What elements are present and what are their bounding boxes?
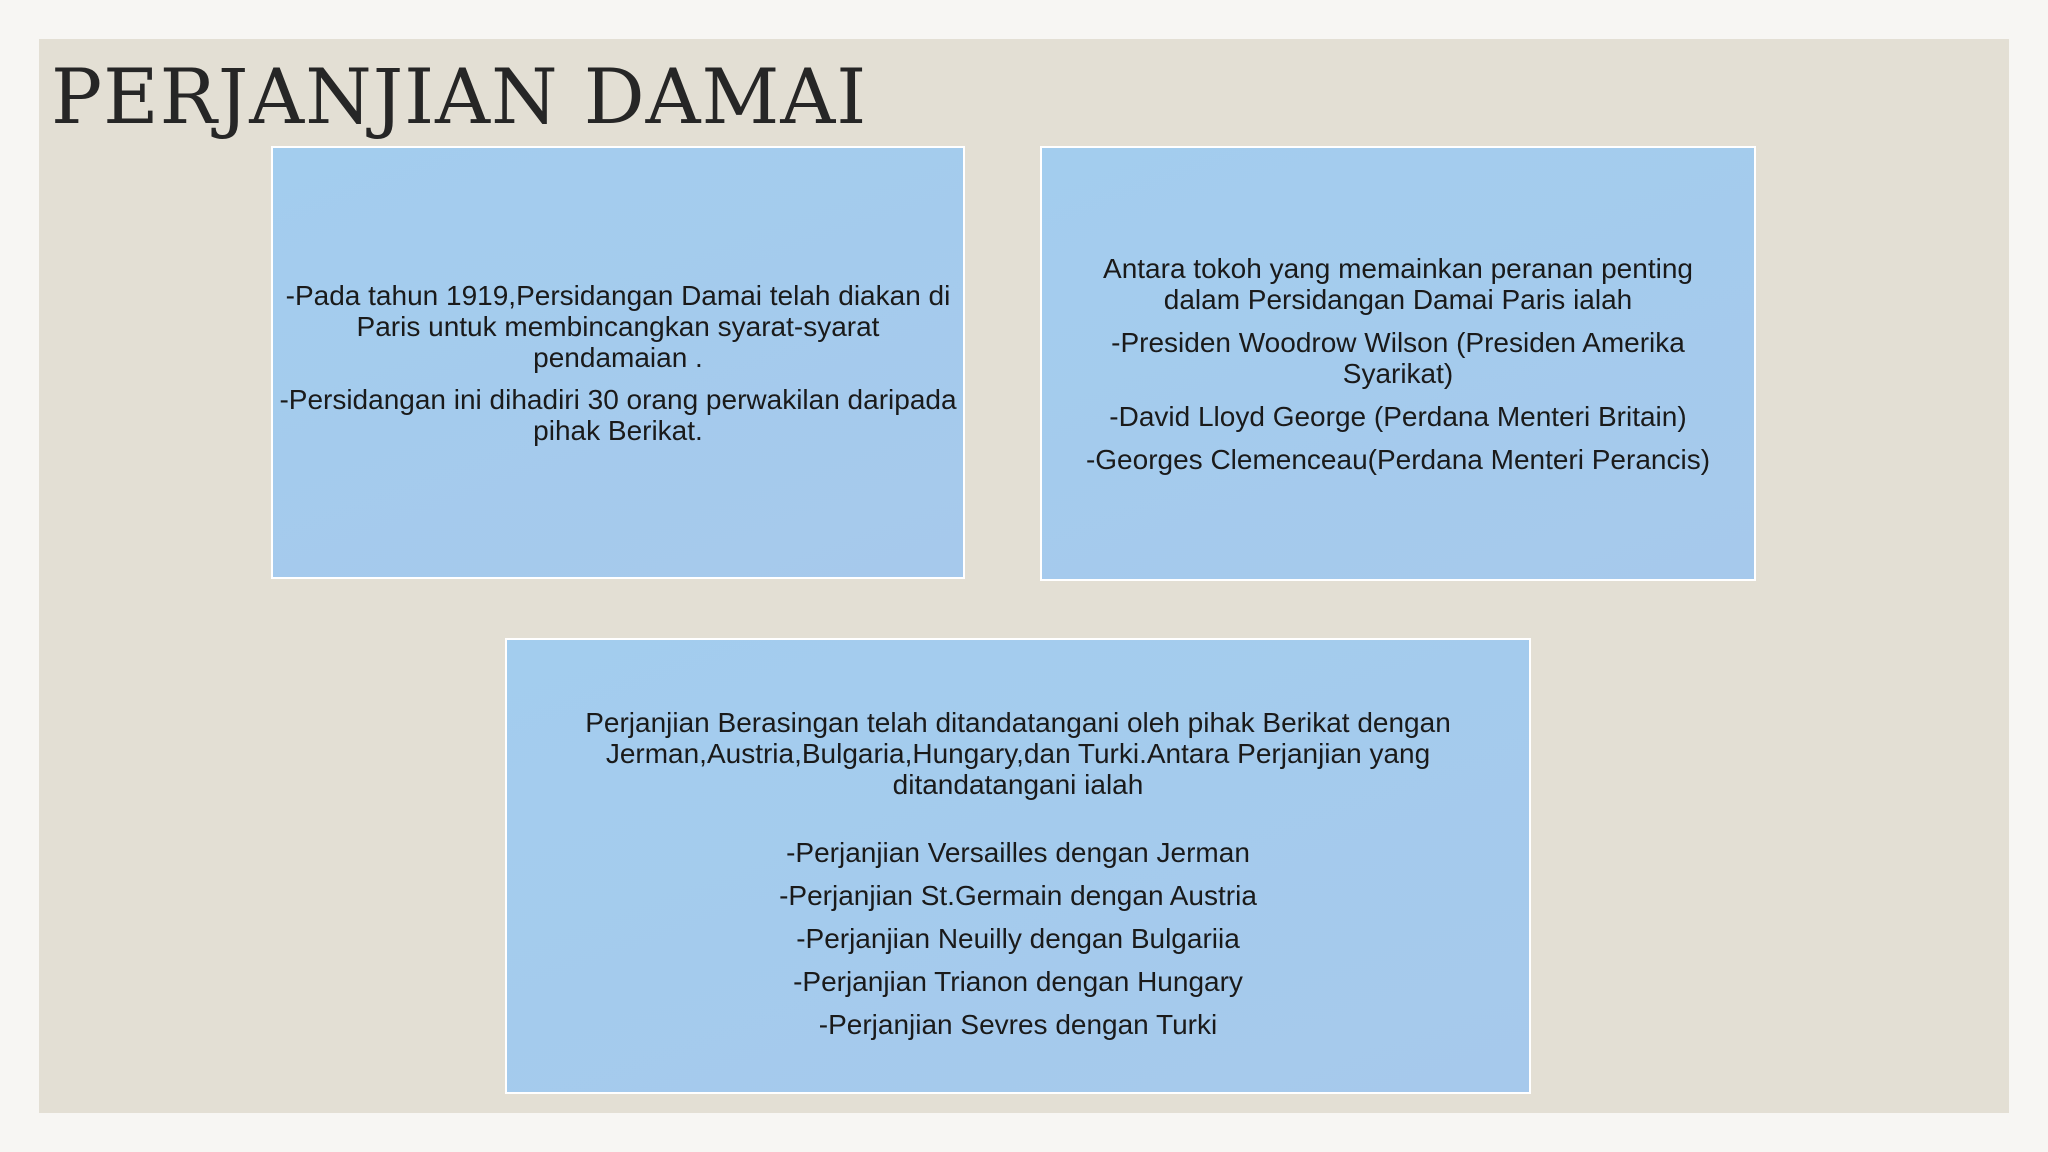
- box2-paragraph: -David Lloyd George (Perdana Menteri Britain): [1109, 400, 1687, 432]
- box3-intro: Perjanjian Berasingan telah ditandatangani oleh pihak Berikat dengan Jerman,Austria,Bulgaria,Hungary,dan Turki.Antara Perjanjian yang ditandatangani ialah: [585, 706, 1451, 800]
- treaty-list-item: -Perjanjian Neuilly dengan Bulgariia: [796, 922, 1240, 954]
- treaty-list-item: -Perjanjian Trianon dengan Hungary: [793, 965, 1243, 997]
- box2-paragraph: -Presiden Woodrow Wilson (Presiden Amerika Syarikat): [1111, 326, 1685, 389]
- box1-paragraph: -Persidangan ini dihadiri 30 orang perwakilan daripada pihak Berikat.: [279, 383, 957, 446]
- text-box-persidangan: [271, 146, 965, 579]
- text-box-tokoh: [1040, 146, 1756, 581]
- box2-paragraph: -Georges Clemenceau(Perdana Menteri Perancis): [1085, 443, 1711, 475]
- text-box-perjanjian: [505, 638, 1531, 1094]
- slide-title: PERJANJIAN DAMAI: [51, 52, 868, 141]
- treaty-list-item: -Perjanjian Versailles dengan Jerman: [786, 836, 1250, 868]
- treaty-list-item: -Perjanjian Sevres dengan Turki: [818, 1008, 1218, 1040]
- box1-paragraph: -Pada tahun 1919,Persidangan Damai telah diakan di Paris untuk membincangkan syarat-syarat pendamaian .: [285, 279, 951, 373]
- treaty-list-item: -Perjanjian St.Germain dengan Austria: [779, 879, 1257, 911]
- box2-paragraph: Antara tokoh yang memainkan peranan penting dalam Persidangan Damai Paris ialah: [1103, 252, 1693, 315]
- slide: [39, 39, 2009, 1113]
